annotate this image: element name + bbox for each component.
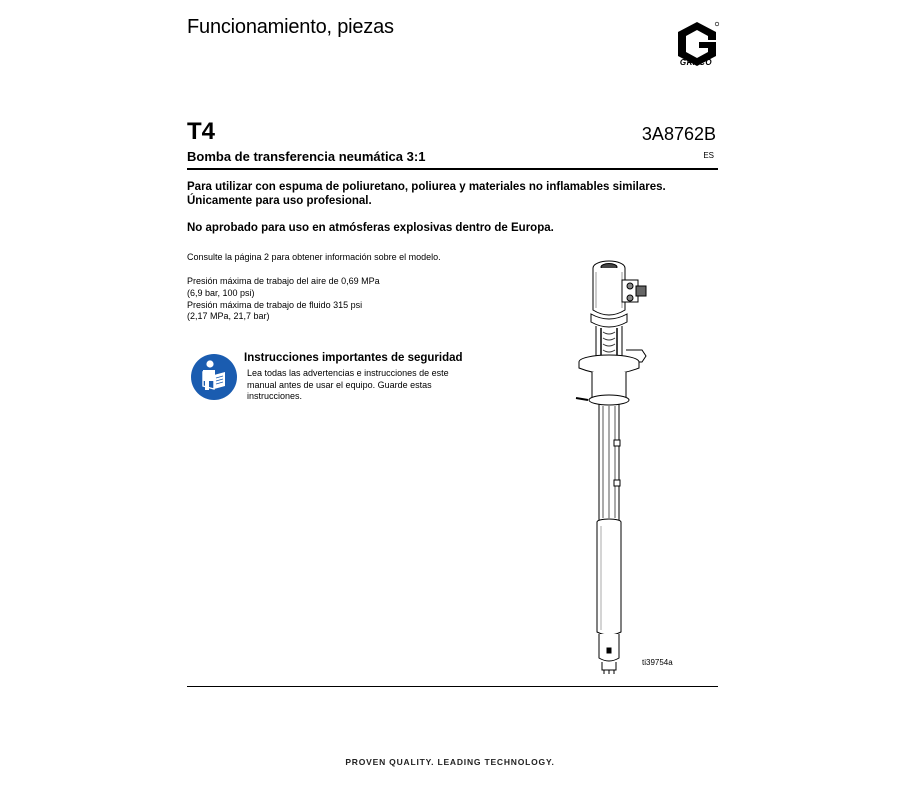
pressure-line: Presión máxima de trabajo del aire de 0,69 MPa xyxy=(187,276,380,286)
pump-illustration xyxy=(566,250,686,680)
pressure-line: (2,17 MPa, 21,7 bar) xyxy=(187,311,270,322)
pressure-line: (6,9 bar, 100 psi) xyxy=(187,287,255,298)
approval-warning: No aprobado para uso en atmósferas explosivas dentro de Europa. xyxy=(187,222,554,234)
product-name: T4 xyxy=(187,118,216,145)
intended-use-line: Para utilizar con espuma de poliuretano, poliurea y materiales no inflamables similares. xyxy=(187,181,666,193)
safety-line: Lea todas las advertencias e instrucciones de este xyxy=(247,368,449,378)
safety-title: Instrucciones importantes de seguridad xyxy=(244,352,463,364)
read-manual-icon xyxy=(190,353,238,401)
safety-line: manual antes de usar el equipo. Guarde estas xyxy=(247,379,432,390)
document-number: 3A8762B xyxy=(641,124,716,144)
header-divider xyxy=(187,168,718,170)
pressure-line: Presión máxima de trabajo de fluido 315 psi xyxy=(187,299,363,310)
page-header-title: Funcionamiento, piezas xyxy=(187,16,394,38)
footer-divider xyxy=(187,686,718,687)
intended-use xyxy=(187,180,727,208)
figure-id: ti39754a xyxy=(642,658,673,667)
language-code: ES xyxy=(703,151,714,160)
brand-wordmark: GRACO xyxy=(679,58,713,67)
pressure-specs xyxy=(187,276,380,323)
intended-use-line: Únicamente para uso profesional. xyxy=(187,195,372,207)
product-subtitle: Bomba de transferencia neumática 3:1 xyxy=(187,149,426,164)
safety-text xyxy=(247,368,487,403)
footer-tagline: PROVEN QUALITY. LEADING TECHNOLOGY. xyxy=(345,757,555,767)
model-note: Consulte la página 2 para obtener información sobre el modelo. xyxy=(187,252,441,262)
safety-line: instrucciones. xyxy=(247,391,303,402)
